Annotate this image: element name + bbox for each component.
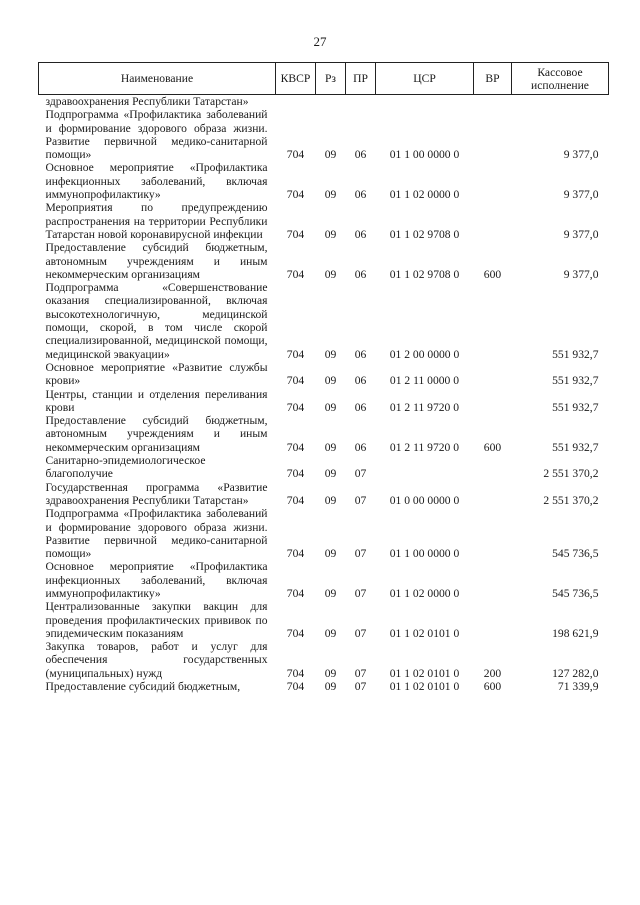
row-vr [474, 454, 512, 481]
row-name: Мероприятия по предупреждению распространения на территории Республики Татарстан новой коронавирусной инфекции [45, 201, 268, 241]
row-csr [376, 95, 474, 109]
table-row [39, 201, 609, 241]
row-pr [346, 95, 376, 109]
row-name: здравоохранения Республики Татарстан» [45, 95, 249, 108]
row-amount: 551 932,7 [552, 440, 599, 454]
row-pr: 07 [354, 666, 367, 680]
row-rz: 09 [324, 440, 337, 454]
row-kvsr: 704 [286, 493, 305, 507]
row-csr: 01 1 02 0000 0 [389, 586, 460, 600]
row-vr [474, 281, 512, 361]
table-row [39, 600, 609, 640]
row-name: Основное мероприятие «Профилактика инфекционных заболеваний, включая иммунопрофилактику» [45, 161, 268, 202]
table-row [39, 560, 609, 600]
row-vr [474, 201, 512, 241]
row-amount: 9 377,0 [563, 188, 599, 202]
row-kvsr: 704 [286, 547, 305, 561]
row-pr: 07 [354, 493, 367, 507]
row-rz: 09 [324, 227, 337, 241]
row-kvsr [276, 95, 316, 109]
row-csr: 01 1 02 9708 0 [389, 227, 460, 241]
row-rz: 09 [324, 347, 337, 361]
row-rz: 09 [324, 680, 337, 694]
row-rz: 09 [324, 586, 337, 600]
row-kvsr: 704 [286, 626, 305, 640]
row-pr: 06 [354, 400, 367, 414]
row-vr [474, 560, 512, 600]
row-rz: 09 [324, 493, 337, 507]
row-vr [474, 161, 512, 201]
row-kvsr: 704 [286, 227, 305, 241]
table-row [39, 640, 609, 680]
row-amount: 198 621,9 [552, 626, 599, 640]
row-name: Основное мероприятие «Профилактика инфекционных заболеваний, включая иммунопрофилактику» [45, 560, 268, 600]
row-name: Закупка товаров, работ и услуг для обеспечения государственных (муниципальных) нужд [45, 640, 268, 680]
table-row [39, 388, 609, 415]
row-vr [474, 481, 512, 508]
row-rz: 09 [324, 467, 337, 481]
row-name: Предоставление субсидий бюджетным, автономным учреждениям и иным некоммерческим организациям [45, 241, 268, 281]
row-amount: 9 377,0 [563, 227, 599, 241]
header-amount-line1: Кассовое [537, 65, 583, 79]
row-pr: 06 [354, 374, 367, 388]
row-pr: 07 [354, 547, 367, 561]
table-row [39, 108, 609, 161]
header-amount-line2: исполнение [531, 78, 589, 92]
row-rz: 09 [324, 547, 337, 561]
table-row [39, 95, 609, 109]
table-row [39, 241, 609, 281]
row-name: Санитарно-эпидемиологическое благополучие [45, 454, 206, 481]
row-csr: 01 1 00 0000 0 [389, 547, 460, 561]
row-kvsr: 704 [286, 586, 305, 600]
row-amount [512, 95, 609, 109]
row-rz: 09 [324, 374, 337, 388]
header-kvsr: КВСР [276, 63, 316, 95]
header-amount [512, 63, 609, 95]
row-pr: 06 [354, 267, 367, 281]
row-vr [474, 507, 512, 560]
row-csr: 01 1 02 0101 0 [389, 626, 460, 640]
header-vr: ВР [474, 63, 512, 95]
row-amount: 9 377,0 [563, 267, 599, 281]
row-name: Центры, станции и отделения переливания крови [45, 387, 268, 414]
row-pr: 06 [354, 227, 367, 241]
row-vr [474, 108, 512, 161]
row-rz: 09 [324, 188, 337, 202]
row-csr: 01 1 02 0101 0 [389, 666, 460, 680]
row-csr: 01 2 11 9720 0 [389, 400, 460, 414]
row-amount: 551 932,7 [552, 400, 599, 414]
table-row [39, 680, 609, 693]
row-rz: 09 [324, 400, 337, 414]
row-amount: 9 377,0 [563, 148, 599, 162]
table-row [39, 507, 609, 560]
row-kvsr: 704 [286, 467, 305, 481]
row-vr [474, 388, 512, 415]
table-row [39, 414, 609, 454]
row-vr: 600 [483, 680, 502, 694]
row-name: Централизованные закупки вакцин для проведения профилактических прививок по эпидемическим показаниям [45, 600, 268, 640]
row-kvsr: 704 [286, 188, 305, 202]
row-csr: 01 1 02 9708 0 [389, 267, 460, 281]
table-row [39, 361, 609, 388]
row-name: Подпрограмма «Совершенствование оказания специализированной, включая высокотехнологичную, медицинской помощи, скорой, в том числе скорой специализированной, медицинской помощи, медицинской эвакуации» [45, 281, 268, 361]
row-pr: 06 [354, 440, 367, 454]
row-amount: 551 932,7 [552, 374, 599, 388]
row-vr: 600 [483, 440, 502, 454]
header-pr: ПР [346, 63, 376, 95]
table-row [39, 281, 609, 361]
row-csr [376, 454, 474, 481]
row-vr [474, 95, 512, 109]
row-kvsr: 704 [286, 148, 305, 162]
row-csr: 01 1 02 0101 0 [389, 680, 460, 694]
row-csr: 01 2 00 0000 0 [389, 347, 460, 361]
row-amount: 2 551 370,2 [543, 467, 599, 481]
row-kvsr: 704 [286, 267, 305, 281]
row-rz: 09 [324, 626, 337, 640]
row-name: Предоставление субсидий бюджетным, [45, 680, 241, 694]
row-name: Предоставление субсидий бюджетным, автономным учреждениям и иным некоммерческим организациям [45, 414, 268, 454]
row-amount: 71 339,9 [557, 680, 599, 694]
header-rz: Рз [316, 63, 346, 95]
row-vr: 600 [483, 267, 502, 281]
row-kvsr: 704 [286, 680, 305, 694]
row-amount: 545 736,5 [552, 586, 599, 600]
row-csr: 01 2 11 0000 0 [389, 374, 460, 388]
budget-table [38, 62, 609, 693]
row-name: Основное мероприятие «Развитие службы крови» [45, 360, 268, 388]
row-csr: 01 2 11 9720 0 [389, 440, 460, 454]
row-kvsr: 704 [286, 440, 305, 454]
row-kvsr: 704 [286, 347, 305, 361]
table-row [39, 161, 609, 201]
table-header-row [39, 63, 609, 95]
row-csr: 01 0 00 0000 0 [389, 493, 460, 507]
row-rz [316, 95, 346, 109]
table-row [39, 454, 609, 481]
row-pr: 07 [354, 586, 367, 600]
page-number: 27 [313, 34, 327, 49]
row-rz: 09 [324, 148, 337, 162]
row-pr: 07 [354, 467, 367, 481]
row-vr [474, 361, 512, 388]
table-row [39, 481, 609, 508]
header-csr: ЦСР [376, 63, 474, 95]
row-pr: 06 [354, 148, 367, 162]
row-pr: 06 [354, 347, 367, 361]
row-vr [474, 600, 512, 640]
row-pr: 07 [354, 626, 367, 640]
row-amount: 545 736,5 [552, 547, 599, 561]
row-csr: 01 1 02 0000 0 [389, 188, 460, 202]
row-pr: 07 [354, 680, 367, 694]
row-kvsr: 704 [286, 666, 305, 680]
row-rz: 09 [324, 666, 337, 680]
row-name: Подпрограмма «Профилактика заболеваний и формирование здорового образа жизни. Развитие первичной медико-санитарной помощи» [45, 108, 268, 162]
row-csr: 01 1 00 0000 0 [389, 148, 460, 162]
row-name: Государственная программа «Развитие здравоохранения Республики Татарстан» [45, 480, 268, 507]
row-amount: 2 551 370,2 [543, 493, 599, 507]
table-body [39, 95, 609, 694]
row-name: Подпрограмма «Профилактика заболеваний и формирование здорового образа жизни. Развитие первичной медико-санитарной помощи» [45, 507, 268, 561]
row-amount: 127 282,0 [552, 666, 599, 680]
row-amount: 551 932,7 [552, 347, 599, 361]
row-kvsr: 704 [286, 374, 305, 388]
row-kvsr: 704 [286, 400, 305, 414]
row-vr: 200 [483, 666, 502, 680]
row-rz: 09 [324, 267, 337, 281]
header-name: Наименование [39, 63, 276, 95]
row-pr: 06 [354, 188, 367, 202]
